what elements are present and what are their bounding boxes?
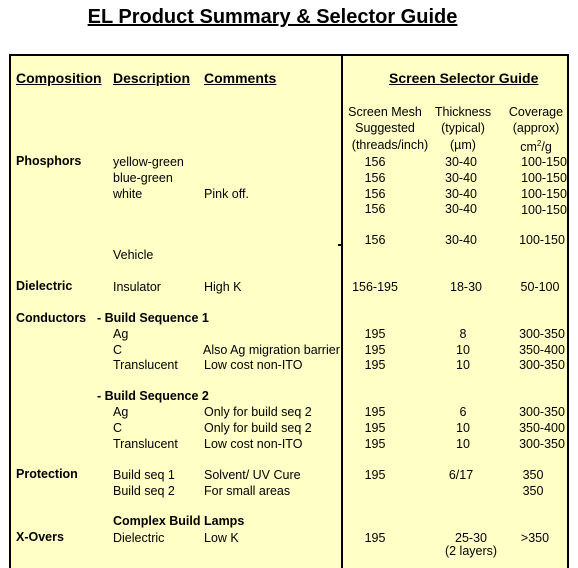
protection-cov-1: 350 xyxy=(522,468,544,482)
dielectric-cov: 50-100 xyxy=(520,280,560,294)
phosphor-cov-5: 100-150 xyxy=(519,233,565,247)
seq1-desc-1: Ag xyxy=(113,327,129,341)
xovers-thick-note: (2 layers) xyxy=(444,544,498,558)
conductors-label: Conductors xyxy=(16,311,87,325)
seq1-thick-1: 8 xyxy=(459,327,467,341)
seq2-cov-1: 300-350 xyxy=(519,405,565,419)
seq2-desc-3: Translucent xyxy=(113,437,178,451)
header-description: Description xyxy=(113,70,191,86)
seq1-desc-3: Translucent xyxy=(113,358,178,372)
phosphor-desc-1: yellow-green xyxy=(113,155,184,169)
phosphor-desc-3: white xyxy=(113,187,143,201)
seq1-cov-2: 350-400 xyxy=(519,343,565,357)
phosphor-thick-4: 30-40 xyxy=(445,202,477,216)
header-mesh-line1: Screen Mesh xyxy=(348,105,422,119)
protection-thick-1: 6/17 xyxy=(448,468,474,482)
header-coverage-line1: Coverage xyxy=(508,105,564,119)
column-divider xyxy=(341,54,343,568)
seq1-comment-3: Low cost non-ITO xyxy=(204,358,303,372)
seq1-thick-3: 10 xyxy=(456,358,470,372)
build-sequence-2-label: - Build Sequence 2 xyxy=(97,389,209,403)
protection-desc-1: Build seq 1 xyxy=(113,468,175,482)
protection-comment-2: For small areas xyxy=(204,484,291,498)
seq2-comment-1: Only for build seq 2 xyxy=(204,405,312,419)
phosphors-label: Phosphors xyxy=(16,154,82,168)
seq2-thick-1: 6 xyxy=(459,405,467,419)
phosphor-cov-3: 100-150 xyxy=(521,187,567,201)
seq2-comment-2: Only for build seq 2 xyxy=(204,421,312,435)
seq2-desc-1: Ag xyxy=(113,405,129,419)
vehicle-label: Vehicle xyxy=(113,248,154,262)
phosphor-cov-2: 100-150 xyxy=(521,171,567,185)
header-mesh-line2: Suggested xyxy=(355,121,415,135)
dielectric-label: Dielectric xyxy=(16,279,73,293)
phosphor-desc-2: blue-green xyxy=(113,171,173,185)
header-thickness-line3: (µm) xyxy=(450,138,476,152)
protection-mesh-1: 195 xyxy=(364,468,386,482)
seq2-cov-3: 300-350 xyxy=(519,437,565,451)
header-mesh-line3: (threads/inch) xyxy=(351,138,429,152)
dielectric-desc: Insulator xyxy=(113,280,161,294)
dielectric-mesh: 156-195 xyxy=(352,280,398,294)
protection-cov-2: 350 xyxy=(522,484,544,498)
xovers-desc: Dielectric xyxy=(113,531,165,545)
seq2-thick-3: 10 xyxy=(456,437,470,451)
phosphor-thick-5: 30-40 xyxy=(445,233,477,247)
dielectric-comment: High K xyxy=(204,280,242,294)
header-composition: Composition xyxy=(16,70,102,86)
header-thickness-line1: Thickness xyxy=(434,105,492,119)
xovers-label: X-Overs xyxy=(16,530,64,544)
seq2-cov-2: 350-400 xyxy=(519,421,565,435)
dielectric-thick: 18-30 xyxy=(450,280,482,294)
header-coverage-line3: $cm^2/g$ xyxy=(520,139,552,155)
seq2-mesh-3: 195 xyxy=(364,437,386,451)
protection-label: Protection xyxy=(16,467,78,481)
seq2-desc-2: C xyxy=(113,421,123,435)
seq1-cov-3: 300-350 xyxy=(519,358,565,372)
phosphor-cov-1: 100-150 xyxy=(521,155,567,169)
seq2-mesh-2: 195 xyxy=(364,421,386,435)
build-sequence-1-label: - Build Sequence 1 xyxy=(97,311,209,325)
phosphor-mesh-3: 156 xyxy=(364,187,386,201)
phosphor-cov-4: 100-150 xyxy=(521,203,567,217)
seq1-comment-2: Also Ag migration barrier xyxy=(203,343,340,357)
phosphor-mesh-1: 156 xyxy=(364,155,386,169)
xovers-comment: Low K xyxy=(204,531,239,545)
seq2-thick-2: 10 xyxy=(456,421,470,435)
header-comments: Comments xyxy=(204,70,277,86)
phosphor-thick-2: 30-40 xyxy=(445,171,477,185)
protection-comment-1: Solvent/ UV Cure xyxy=(204,468,301,482)
header-screen-selector: Screen Selector Guide xyxy=(389,70,539,86)
seq2-comment-3: Low cost non-ITO xyxy=(204,437,303,451)
phosphor-mesh-5: 156 xyxy=(364,233,386,247)
header-thickness-line2: (typical) xyxy=(441,121,485,135)
xovers-mesh: 195 xyxy=(364,531,386,545)
seq1-mesh-1: 195 xyxy=(364,327,386,341)
phosphor-mesh-4: 156 xyxy=(364,202,386,216)
page-title: EL Product Summary & Selector Guide xyxy=(87,6,458,28)
seq1-thick-2: 10 xyxy=(456,343,470,357)
phosphor-comment-3: Pink off. xyxy=(204,187,249,201)
header-coverage-line2: (approx) xyxy=(512,121,560,135)
phosphor-mesh-2: 156 xyxy=(364,171,386,185)
seq1-mesh-3: 195 xyxy=(364,358,386,372)
row-tick-mark xyxy=(338,244,343,246)
seq1-desc-2: C xyxy=(113,343,123,357)
phosphor-thick-1: 30-40 xyxy=(445,155,477,169)
xovers-thick: 25-30 xyxy=(455,531,487,545)
phosphor-thick-3: 30-40 xyxy=(445,187,477,201)
xovers-cov: >350 xyxy=(520,531,550,545)
seq1-mesh-2: 195 xyxy=(364,343,386,357)
seq1-cov-1: 300-350 xyxy=(519,327,565,341)
seq2-mesh-1: 195 xyxy=(364,405,386,419)
protection-desc-2: Build seq 2 xyxy=(113,484,175,498)
complex-build-lamps-label: Complex Build Lamps xyxy=(113,514,245,528)
